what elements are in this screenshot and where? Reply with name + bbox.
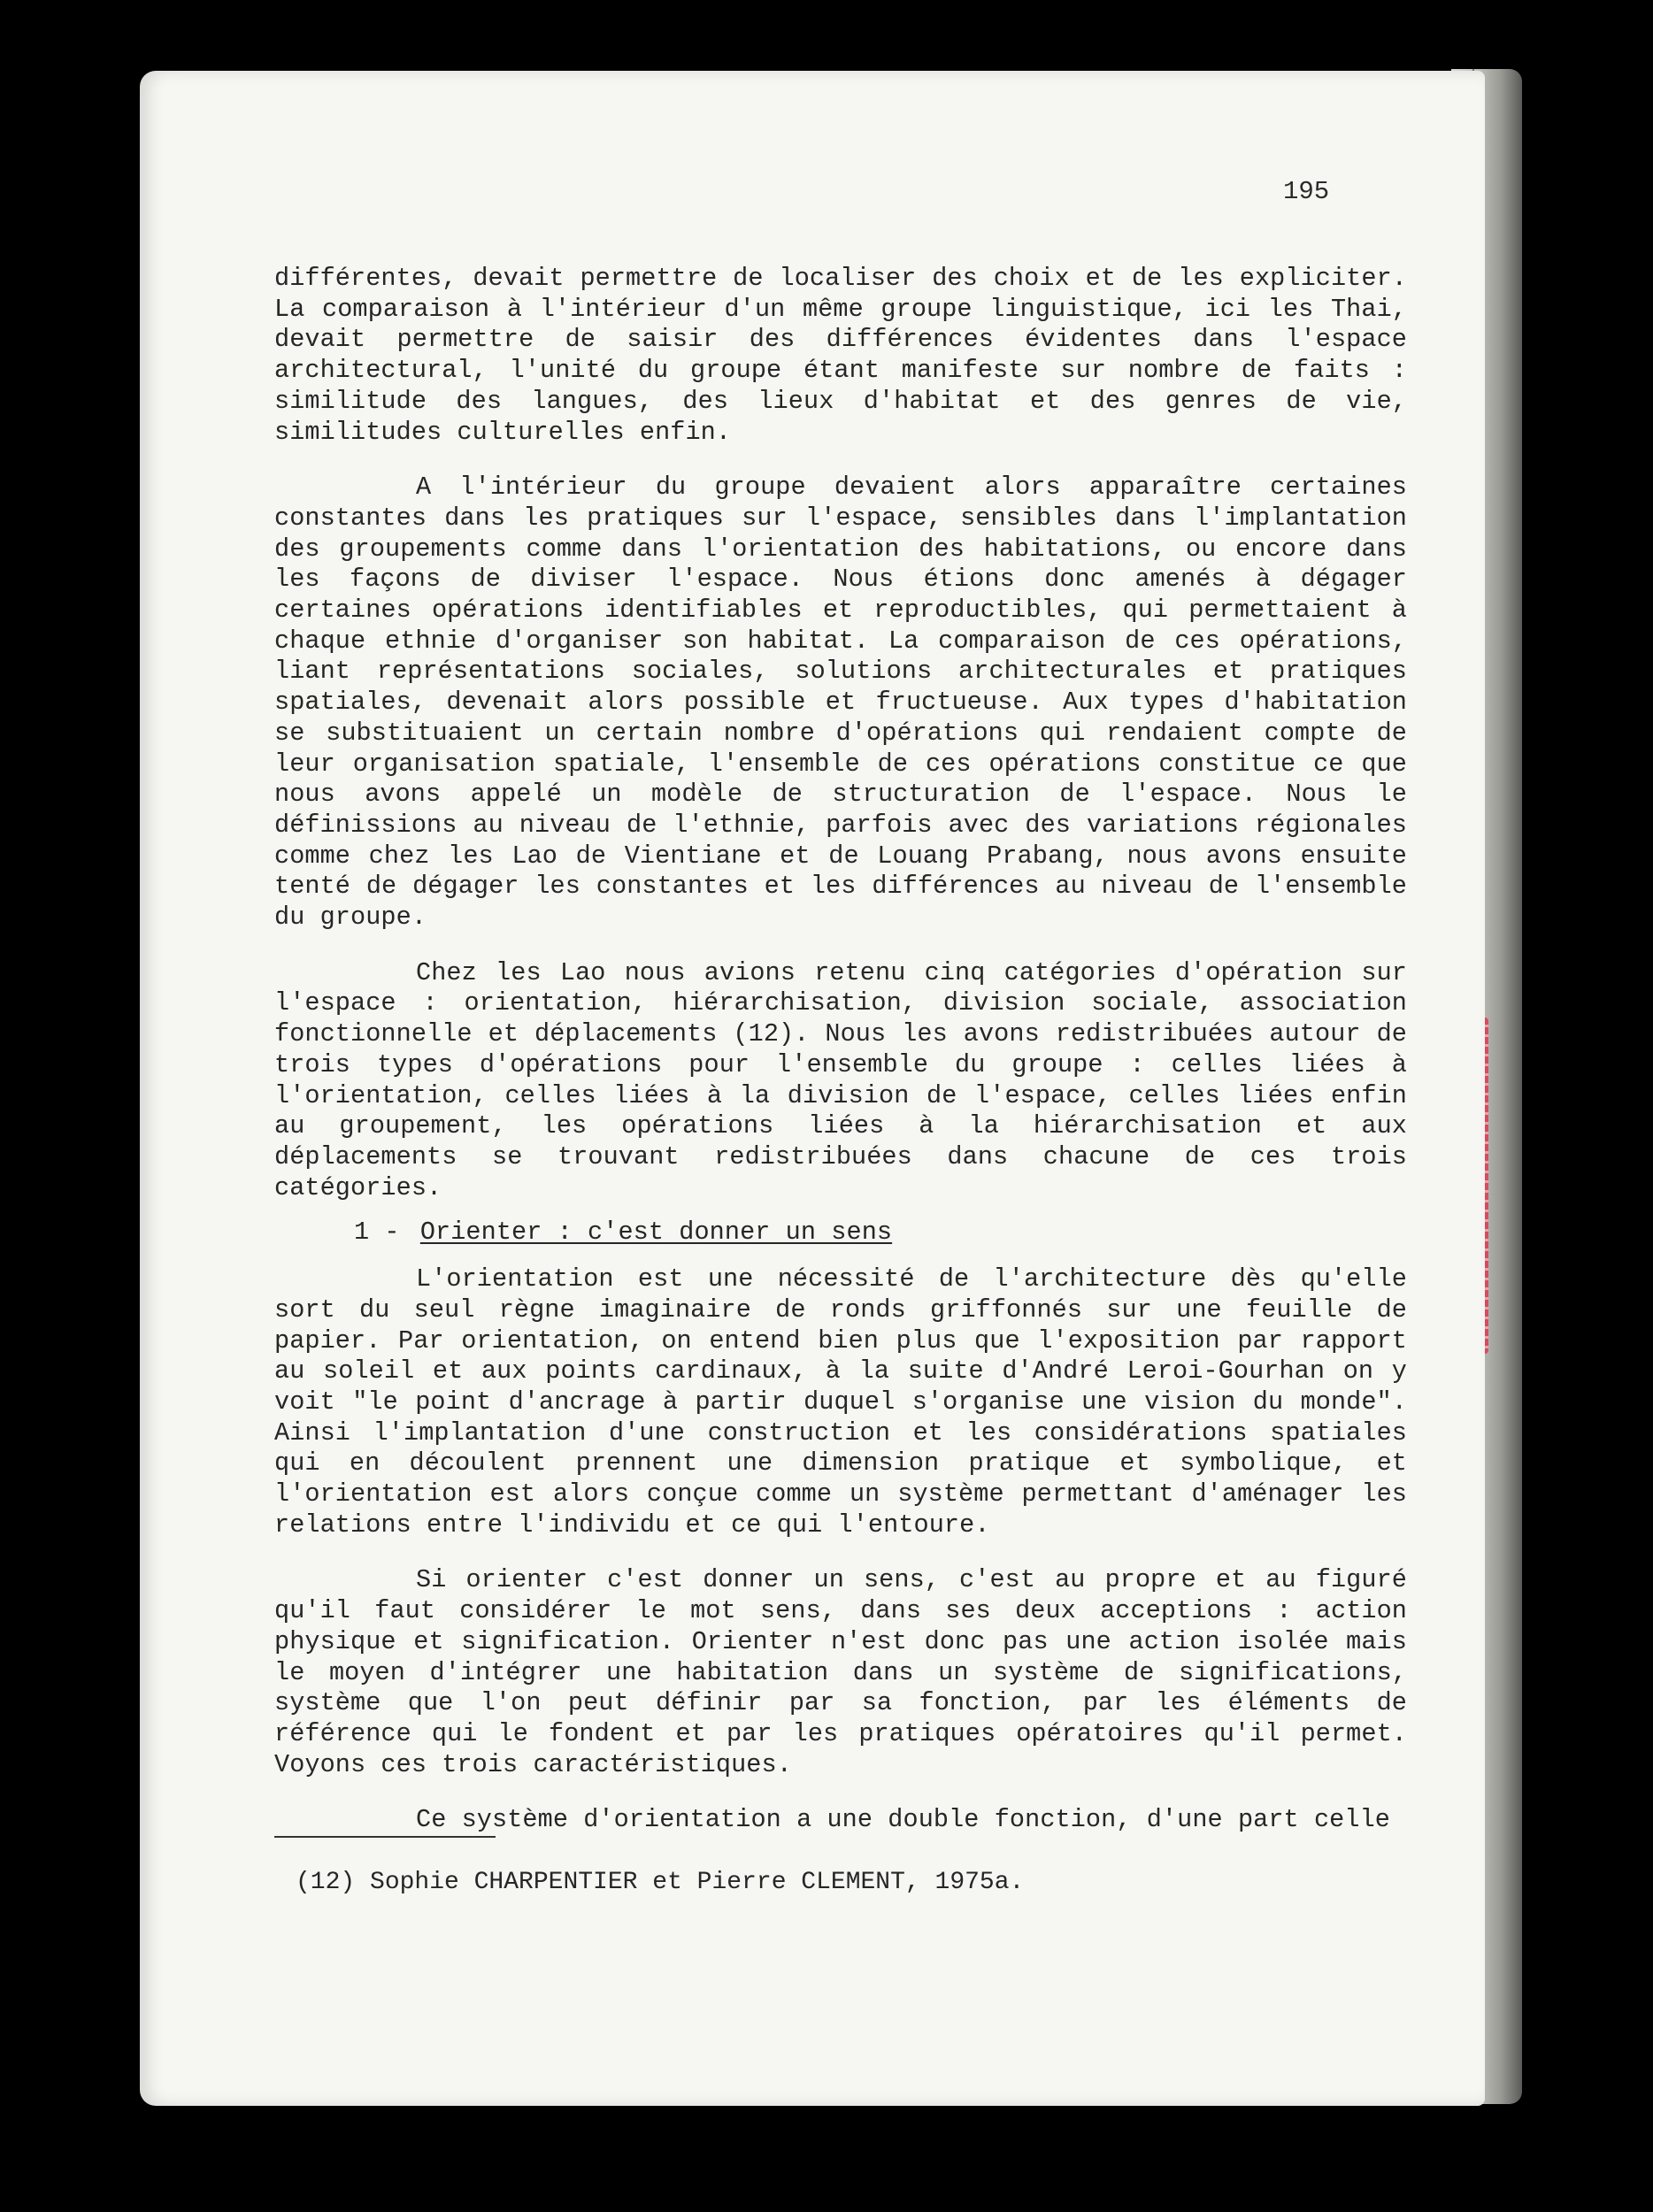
paragraph-3: Chez les Lao nous avions retenu cinq catégories d'opération sur l'espace : orientation, hiérarchisation, division sociale, association fonctionnelle et déplacements (12). Nous les avons redistribuées autour de trois types d'opérations pour l'ensemble du groupe : celles liées à l'orientation, celles liées à la division de l'espace, celles liées enfin au groupement, les opérations liées à la hiérarchisation et aux déplacements se trouvant redistribuées dans chacune de ces trois catégories. (274, 957, 1407, 1202)
paragraph-6: Ce système d'orientation a une double fonction, d'une part celle (416, 1805, 1390, 1835)
paragraph-4: L'orientation est une nécessité de l'architecture dès qu'elle sort du seul règne imaginaire de ronds griffonnés sur une feuille de papier. Par orientation, on entend bien plus que l'exposition par rapport au soleil et aux points cardinaux, à la suite d'André Leroi-Gourhan on y voit "le point d'ancrage à partir duquel s'organise une vision du monde". Ainsi l'implantation d'une construction et les considérations spatiales qui en découlent prennent une dimension pratique et symbolique, et l'orientation est alors conçue comme un système permettant d'aménager les relations entre l'individu et ce qui l'entoure. (274, 1264, 1407, 1540)
section-title: Orienter : c'est donner un sens (419, 1217, 893, 1248)
footnote: (12) Sophie CHARPENTIER et Pierre CLEMENT, 1975a. (296, 1869, 1025, 1896)
section-number: 1 - (354, 1217, 400, 1248)
paragraph-1: différentes, devait permettre de localiser des choix et de les expliciter. La comparaison à l'intérieur d'un même groupe linguistique, ici les Thai, devait permettre de saisir des différences évidentes dans l'espace architectural, l'unité du groupe étant manifeste sur nombre de faits : similitude des langues, des lieux d'habitat et des genres de vie, similitudes culturelles enfin. (274, 264, 1407, 447)
footnote-rule (274, 1836, 496, 1838)
paragraph-5: Si orienter c'est donner un sens, c'est au propre et au figuré qu'il faut considérer le mot sens, dans ses deux acceptions : action physique et signification. Orienter n'est donc pas une action isolée mais le moyen d'intégrer une habitation dans un système de significations, système que l'on peut définir par sa fonction, par les éléments de référence qui le fondent et par les pratiques opératoires qu'il permet. Voyons ces trois caractéristiques. (274, 1565, 1407, 1779)
section-heading (274, 1217, 1407, 1248)
page-number: 195 (1283, 177, 1330, 206)
paragraph-2: A l'intérieur du groupe devaient alors apparaître certaines constantes dans les pratiques sur l'espace, sensibles dans l'implantation des groupements comme dans l'orientation des habitations, ou encore dans les façons de diviser l'espace. Nous étions donc amenés à dégager certaines opérations identifiables et reproductibles, qui permettaient à chaque ethnie d'organiser son habitat. La comparaison de ces opérations, liant représentations sociales, solutions architecturales et pratiques spatiales, devenait alors possible et fructueuse. Aux types d'habitation se substituaient un certain nombre d'opérations qui rendaient compte de leur organisation spatiale, l'ensemble de ces opérations constitue ce que nous avons appelé un modèle de structuration de l'espace. Nous le définissions au niveau de l'ethnie, parfois avec des variations régionales comme chez les Lao de Vientiane et de Louang Prabang, nous avons ensuite tenté de dégager les constantes et les différences au niveau de l'ensemble du groupe. (274, 472, 1407, 933)
body-text (274, 264, 1407, 1861)
